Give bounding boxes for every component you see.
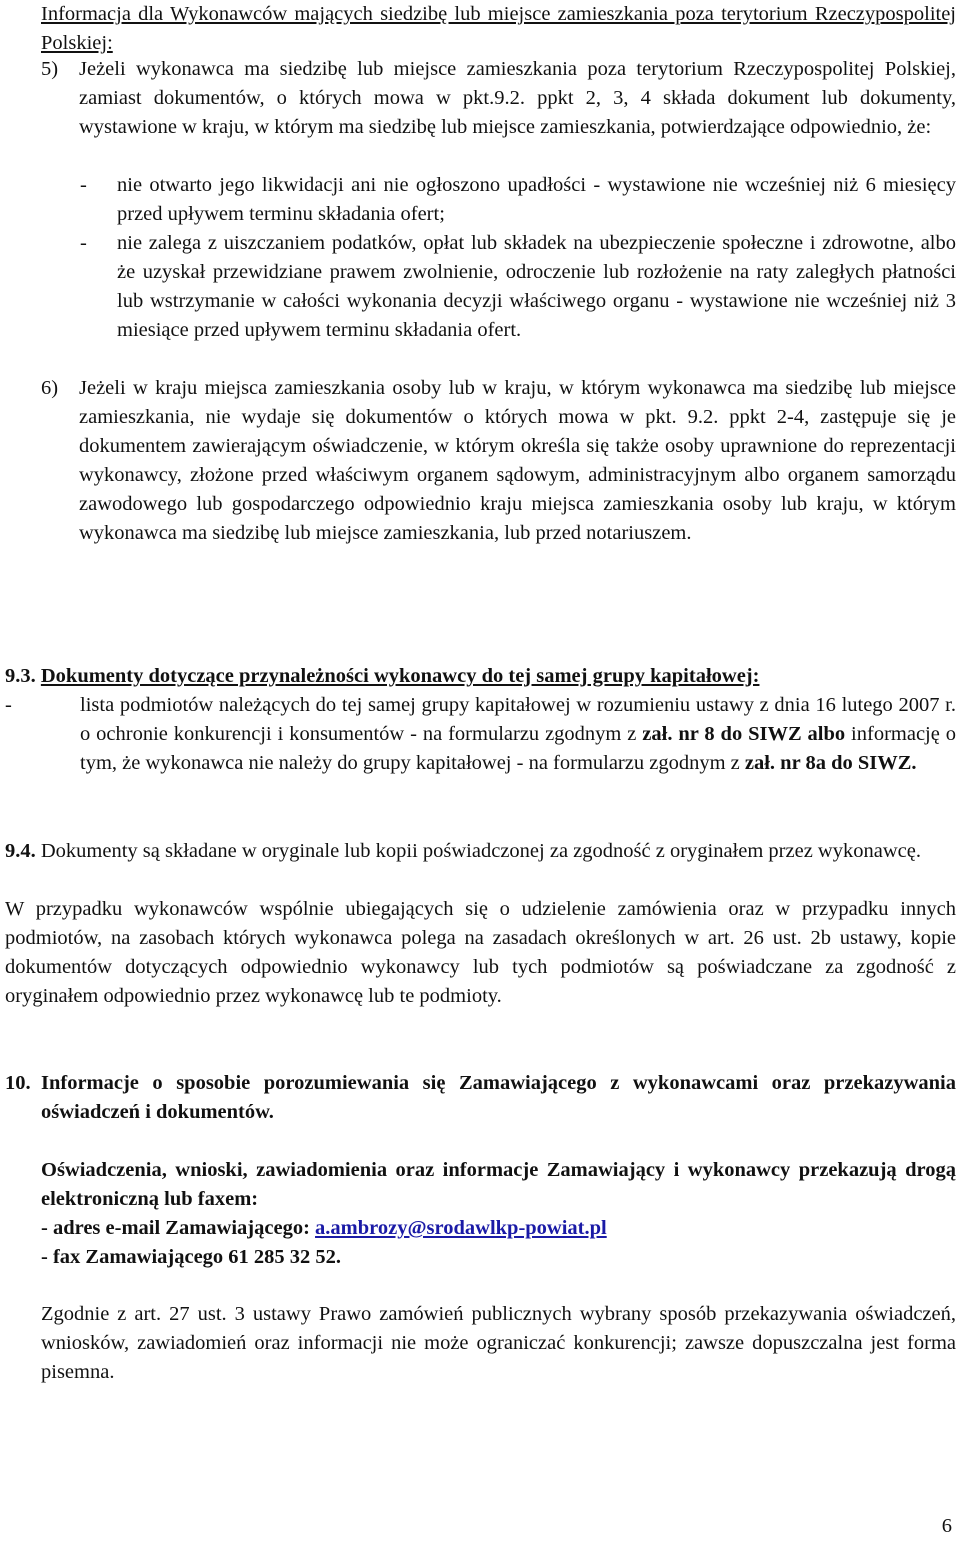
- list-item: [80, 171, 956, 229]
- section-9-3-text: [80, 691, 956, 778]
- section-title: Informacje o sposobie porozumiewania się Zamawiającego z wykonawcami oraz przekazywania oświadczeń i dokumentów.: [41, 1072, 956, 1123]
- bold-run: zał. nr 8 do SIWZ albo: [642, 723, 846, 745]
- item-5-bullets: [80, 171, 956, 345]
- section-9-3-item: [5, 691, 956, 778]
- page-number: 6: [941, 1515, 952, 1537]
- section-number: 10.: [5, 1072, 31, 1094]
- text-run: informację o tym, że wykonawca nie należy do grupy kapitałowej - na formularzu zgodnym z: [80, 723, 956, 774]
- item-5-label: 5): [41, 58, 59, 80]
- section-9-4: [5, 837, 956, 866]
- section-9-3-heading: [5, 662, 956, 691]
- dash-marker: -: [5, 694, 12, 716]
- intro-heading: Informacja dla Wykonawców mających siedzibę lub miejsce zamieszkania poza terytorium Rzeczypospolitej Polskiej:: [41, 3, 956, 54]
- fax-line: - fax Zamawiającego 61 285 32 52.: [41, 1246, 342, 1268]
- item-5-text: Jeżeli wykonawca ma siedzibę lub miejsce zamieszkania poza terytorium Rzeczypospolitej Polskiej, zamiast dokumentów, o których mowa w pkt.9.2. ppkt 2, 3, 4 składa dokument lub dokumenty, wystawione w kraju, w którym ma siedzibę lub miejsce zamieszkania, potwierdzające odpowiednio, że:: [79, 58, 956, 138]
- bullet-text-2: nie zalega z uiszczaniem podatków, opłat lub składek na ubezpieczenie społeczne i zdrowotne, albo że uzyskał przewidziane prawem zwolnienie, odroczenie lub rozłożenie na raty zaległych płatności lub wstrzymanie w całości wykonania decyzji właściwego organu - wystawione nie wcześniej niż 3 miesiące przed upływem terminu składania ofert.: [117, 232, 956, 341]
- dash-marker: -: [80, 174, 87, 196]
- email-line: [41, 1214, 956, 1243]
- list-item: [80, 229, 956, 345]
- section-title: Dokumenty dotyczące przynależności wykonawcy do tej samej grupy kapitałowej:: [40, 665, 760, 687]
- section-number: 9.3.: [5, 665, 36, 687]
- bullet-text-1: nie otwarto jego likwidacji ani nie ogłoszono upadłości - wystawione nie wcześniej niż 6 miesięcy przed upływem terminu składania ofert;: [117, 174, 956, 225]
- section-10-paragraph-2: Zgodnie z art. 27 ust. 3 ustawy Prawo zamówień publicznych wybrany sposób przekazywania oświadczeń, wniosków, zawiadomień oraz informacji nie może ograniczać konkurencji; zawsze dopuszczalna jest forma pisemna.: [41, 1303, 956, 1383]
- section-10-heading: [5, 1069, 956, 1127]
- section-9-4-text: Dokumenty są składane w oryginale lub kopii poświadczonej za zgodność z oryginałem przez wykonawcę.: [35, 840, 921, 862]
- item-6-label: 6): [41, 377, 59, 399]
- item-5: [41, 55, 956, 142]
- text-run: lista podmiotów należących do tej samej grupy kapitałowej w rozumieniu ustawy z dnia 16 lutego 2007 r. o ochronie konkurencji i konsumentów - na formularzu zgodnym z: [80, 694, 956, 745]
- section-9-4-paragraph-2: W przypadku wykonawców wspólnie ubiegających się o udzielenie zamówienia oraz w przypadku innych podmiotów, na zasobach których wykonawca polega na zasadach określonych w art. 26 ust. 2b ustawy, kopie dokumentów dotyczących odpowiednio wykonawcy lub tych podmiotów są poświadczane za zgodność z oryginałem odpowiednio przez wykonawcę lub te podmioty.: [5, 898, 956, 1007]
- email-label: - adres e-mail Zamawiającego:: [41, 1217, 316, 1239]
- item-6: [41, 374, 956, 548]
- dash-marker: -: [80, 232, 87, 254]
- item-6-text: Jeżeli w kraju miejsca zamieszkania osoby lub w kraju, w którym wykonawca ma siedzibę lub miejsce zamieszkania, nie wydaje się dokumentów o których mowa w pkt. 9.2. ppkt 2-4, zastępuje się je dokumentem zawierającym oświadczenie, w którym określa się także osoby uprawnione do reprezentacji wykonawcy, złożone przed właściwym organem sądowym, administracyjnym albo organem samorządu zawodowego lub gospodarczego odpowiednio kraju miejsca zamieszkania osoby lub kraju, w którym wykonawca ma siedzibę lub miejsce zamieszkania, lub przed notariuszem.: [79, 377, 956, 544]
- section-number: 9.4.: [5, 840, 36, 862]
- email-link[interactable]: a.ambrozy@srodawlkp-powiat.pl: [315, 1217, 607, 1239]
- section-10-paragraph-1: Oświadczenia, wnioski, zawiadomienia oraz informacje Zamawiający i wykonawcy przekazują drogą elektroniczną lub faxem:: [41, 1159, 956, 1210]
- bold-run: zał. nr 8a do SIWZ.: [744, 752, 917, 774]
